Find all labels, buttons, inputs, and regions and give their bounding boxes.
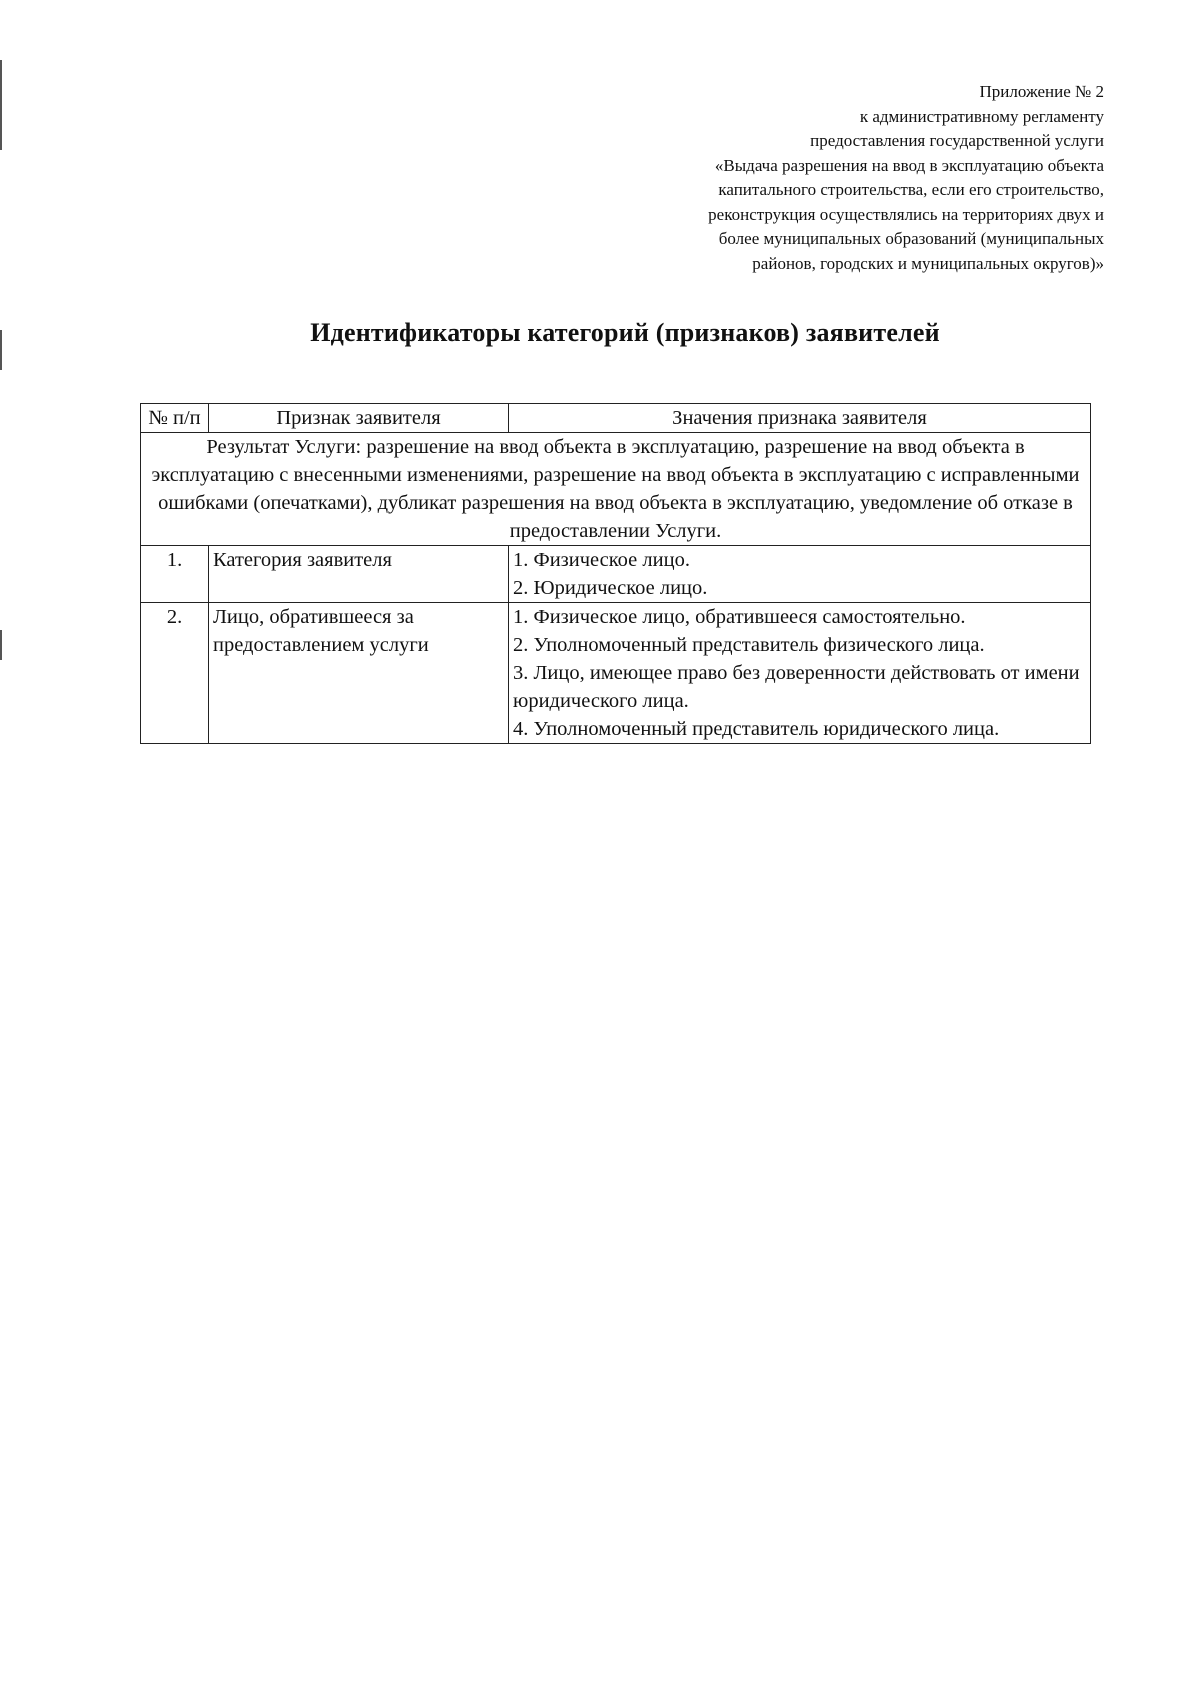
identifiers-table: [140, 403, 1091, 744]
scan-edge-mark: [0, 630, 2, 660]
table-header-row: [141, 404, 1091, 433]
appendix-line: капитального строительства, если его строительство,: [718, 180, 1104, 199]
value-item: 1. Физическое лицо, обратившееся самостоятельно.: [513, 606, 966, 628]
table-row: [141, 603, 1091, 744]
row-number: 1.: [141, 546, 209, 603]
appendix-line: реконструкция осуществлялись на территориях двух и: [708, 204, 1104, 224]
header-number: № п/п: [141, 404, 209, 433]
header-feature: Признак заявителя: [209, 404, 509, 433]
row-values: [509, 603, 1091, 744]
table-row: [141, 546, 1091, 603]
value-item: 1. Физическое лицо.: [513, 549, 690, 571]
header-values: Значения признака заявителя: [509, 404, 1091, 433]
document-title: Идентификаторы категорий (признаков) заявителей: [310, 318, 940, 347]
appendix-line: районов, городских и муниципальных округов)»: [752, 253, 1104, 273]
appendix-line: «Выдача разрешения на ввод в эксплуатацию объекта: [714, 155, 1104, 175]
appendix-reference: [544, 80, 1104, 276]
appendix-line: более муниципальных образований (муниципальных: [718, 229, 1104, 248]
row-number: 2.: [141, 603, 209, 744]
appendix-line: предоставления государственной услуги: [810, 131, 1104, 150]
appendix-line: Приложение № 2: [979, 82, 1104, 101]
value-item: 4. Уполномоченный представитель юридического лица.: [513, 718, 1000, 740]
row-feature: Категория заявителя: [209, 546, 509, 603]
appendix-line: к административному регламенту: [859, 106, 1104, 126]
value-item: 2. Уполномоченный представитель физического лица.: [513, 634, 985, 656]
value-item: 2. Юридическое лицо.: [513, 577, 708, 599]
row-feature: Лицо, обратившееся за предоставлением услуги: [209, 603, 509, 744]
scan-edge-mark: [0, 60, 2, 150]
result-row: [141, 433, 1091, 546]
row-values: [509, 546, 1091, 603]
result-cell: Результат Услуги: разрешение на ввод объекта в эксплуатацию, разрешение на ввод объекта в эксплуатацию с внесенными изменениями, разрешение на ввод объекта в эксплуатацию с исправленными ошибками (опечатками), дубликат разрешения на ввод объекта в эксплуатацию, уведомление об отказе в предоставлении Услуги.: [141, 433, 1091, 546]
value-item: 3. Лицо, имеющее право без доверенности действовать от имени юридического лица.: [513, 662, 1080, 712]
